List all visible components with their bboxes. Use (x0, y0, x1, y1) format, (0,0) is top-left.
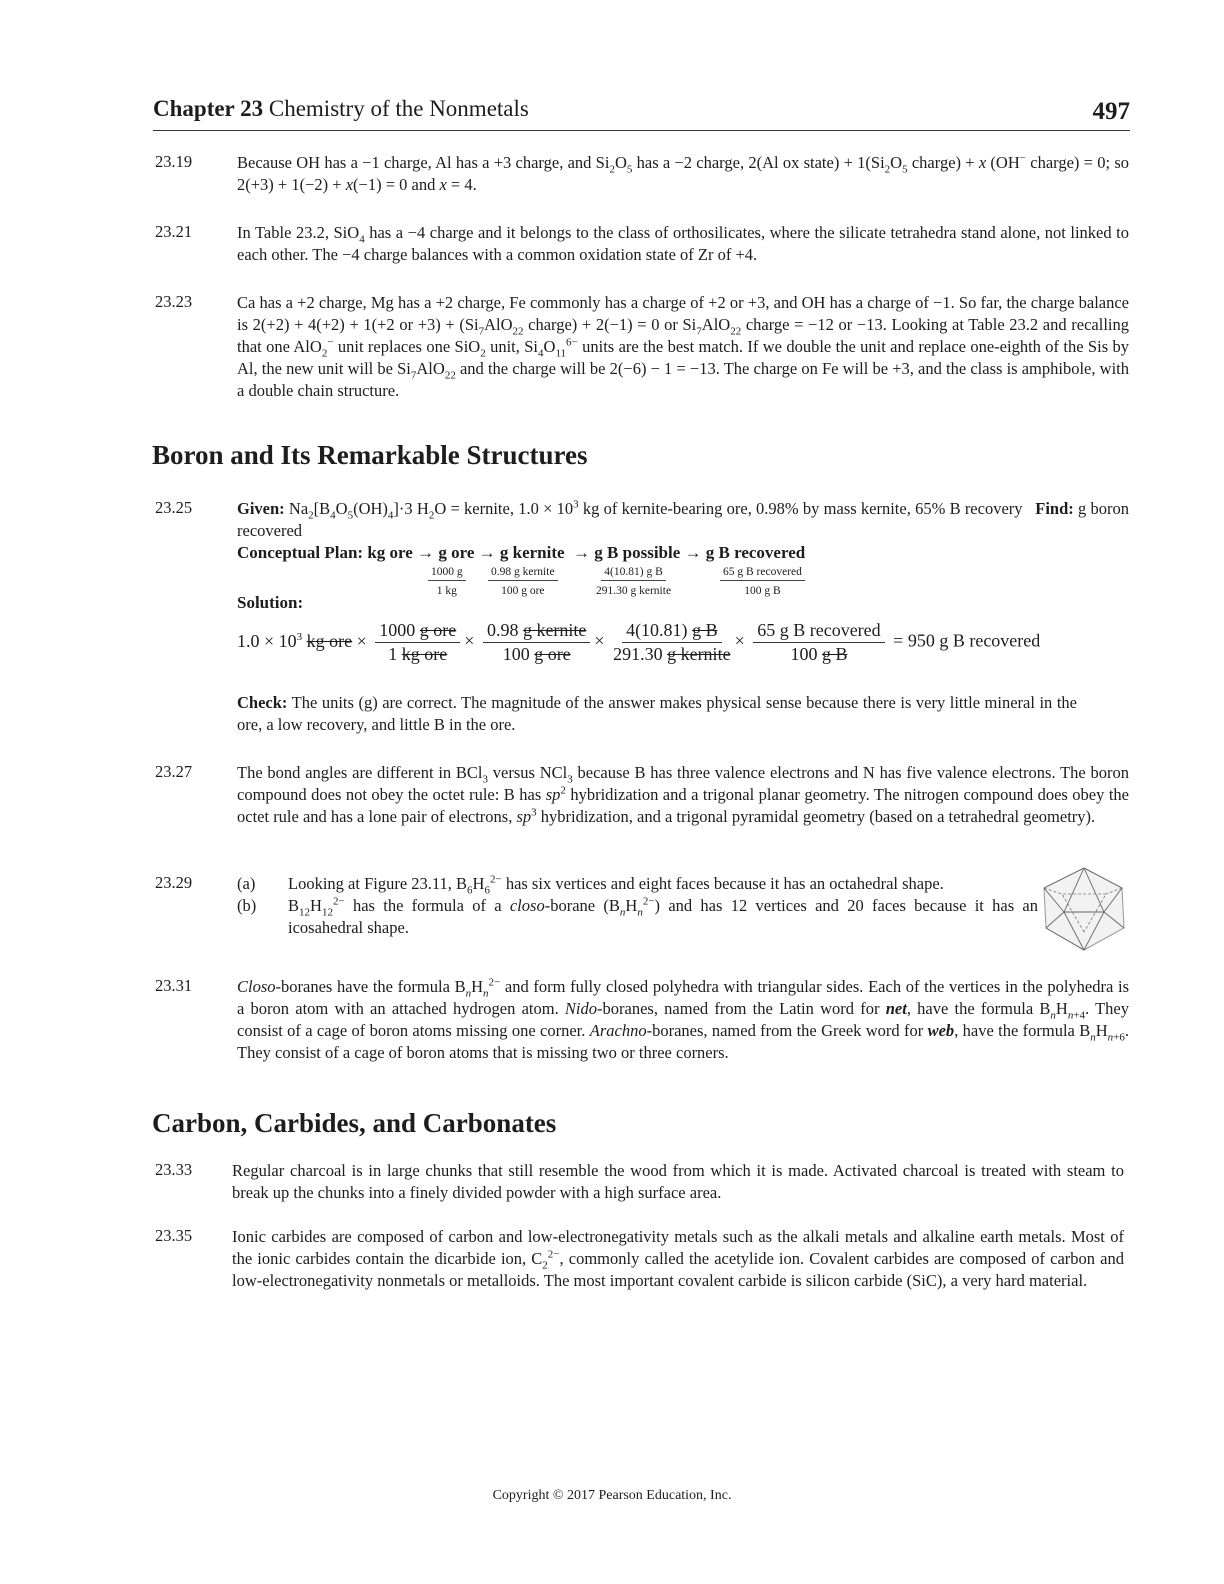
problem-text: Regular charcoal is in large chunks that still resemble the wood from which it is made. Activated charcoal is treated with steam to break up the chunks into a finely divided powder with a high surface area. (232, 1161, 1124, 1202)
page-number: 497 (1092, 98, 1130, 125)
problem-number: 23.25 (155, 498, 193, 517)
problem-number: 23.29 (155, 873, 193, 892)
problem-text: Ca has a +2 charge, Mg has a +2 charge, Fe commonly has a charge of +2 or +3, and OH has a charge of −1. So far, the charge balance is 2(+2) + 4(+2) + 1(+2 or $+3) + (Si_7AlO_{22}$ charge) + 2(−1) = 0 or $Si_7AlO_{22}$ charge = −12 or −13. Looking at Table 23.2 and recalling that one AlO$_2$− unit replaces one SiO$_2$ unit, $Si_4O_{11}^{6-}$ units are the best match. If we double the unit and replace one-eighth of the Sis by Al, the new unit will be $Si_7AlO_{22}$ and the charge will be 2(−6) − 1 = −13. The charge on Fe will be +3, and the class is amphibole, with a double chain structure. (237, 293, 1129, 400)
problem-text: Because OH has a −1 charge, Al has a +3 charge, and $Si_2O_5$ has a −2 charge, 2(Al ox state) + $1(Si_2O_5$ charge) + x (OH− charge) = 0; so 2(+3) + 1(−2) + x(−1) = 0 and x = 4. (237, 152, 1129, 194)
eq-factor: 0.98 g kernite 100 g ore (483, 620, 590, 665)
section-heading: Carbon, Carbides, and Carbonates (152, 1108, 557, 1138)
eq-factor: 4(10.81) g B 291.30 g kernite (613, 620, 731, 664)
problem-number: 23.27 (155, 762, 193, 781)
problem-text: In Table 23.2, SiO$_4$ has a −4 charge and it belongs to the class of orthosilicates, where the silicate tetrahedra stand alone, not linked to each other. The −4 charge balances with a common oxidation state of Zr of +4. (237, 223, 1130, 264)
eq-factor: 65 g B recovered 100 g B (753, 620, 884, 665)
plan-factor: 65 g B recovered 100 g B (720, 566, 805, 597)
plan-factor: $\frac{1000 g}{1 kg}$ (428, 566, 466, 597)
problem-number: 23.33 (155, 1160, 193, 1179)
problem-text: The bond angles are different in BCl$_3$ versus NCl$_3$ because B has three valence electrons and N has five valence electrons. The boron compound does not obey the octet rule: B has $sp^2$ hybridization and a trigonal planar geometry. The nitrogen compound does obey the octet rule and has a lone pair of electrons, $sp^3$ hybridization, and a trigonal pyramidal geometry (based on a tetrahedral geometry). (237, 763, 1129, 826)
section-heading: Boron and Its Remarkable Structures (152, 440, 588, 470)
chapter-name: Chemistry of the Nonmetals (263, 96, 529, 121)
eq-factor: 1000 g ore 1 kg ore (375, 620, 460, 665)
problem-number: 23.35 (155, 1226, 193, 1245)
chapter-title (153, 96, 529, 122)
problem-number: 23.31 (155, 976, 193, 995)
problem-number: 23.23 (155, 292, 193, 311)
icosahedron-figure (1040, 866, 1128, 952)
part-a-text: Looking at Figure 23.11, $B_6H_6^{2-}$ has six vertices and eight faces because it has an octahedral shape. (288, 873, 944, 897)
conceptual-plan: Conceptual Plan: kg ore → g ore → g kernite → g B possible → g B recovered (237, 543, 806, 562)
problem-number: 23.19 (155, 152, 193, 171)
eq-start: $1.0 \times 10^3$ kg ore × (237, 630, 367, 651)
solution-label: Solution: (237, 593, 304, 612)
plan-factor: 0.98 g kernite 100 g ore (488, 566, 558, 597)
eq-result: = 950 g B recovered (893, 630, 1041, 651)
chapter-label: Chapter 23 (153, 96, 264, 121)
copyright-footer: Copyright © 2017 Pearson Education, Inc. (492, 1488, 732, 1503)
solution-equation: $1.0 \times 10^3$ kg ore × 1000 g ore 1 kg ore × 0.98 g kernite 100 g ore × 4(10.81) g B 291.30 g kernite × 65 g B recovered 100 g B = 950 g B recovered (237, 620, 1041, 664)
problem-number: 23.21 (155, 222, 193, 241)
problem-text: Given: $Na_2[B_4O_5(OH)_4]\cdot 3$ $H_2O$ = kernite, $1.0 \times 10^3$ kg of kernite-bearing ore, 0.98% by mass kernite, 65% B recovery Find: g boron recovered (237, 498, 1130, 540)
part-b-text: $B_{12}H_{12}^{2-}$ has the formula of a closo-borane $(B_nH_n^{2-})$ and has 12 vertices and 20 faces because it has an icosahedral shape. (288, 895, 1039, 937)
problem-text: Closo-boranes have the formula $B_nH_n^{2-}$ and form fully closed polyhedra with triangular sides. Each of the vertices in the polyhedra is a boron atom with an attached hydrogen atom. Nido-boranes, named from the Latin word for net, have the formula $B_nH_{n+4}$. They consist of a cage of boron atoms missing one corner. Arachno-boranes, named from the Greek word for web, have the formula $B_nH_{n+6}$. They consist of a cage of boron atoms that is missing two or three corners. (237, 976, 1129, 1062)
part-label: (a) (237, 874, 256, 893)
part-label: (b) (237, 896, 257, 915)
check-text: Check: The units (g) are correct. The magnitude of the answer makes physical sense because there is very little mineral in the ore, a low recovery, and little B in the ore. (237, 693, 1077, 734)
plan-factor: 4(10.81) g B 291.30 g kernite (596, 566, 672, 597)
page-header (153, 94, 1130, 131)
problem-text: Ionic carbides are composed of carbon and low-electronegativity metals such as the alkali metals and alkaline earth metals. Most of the ionic carbides contain the dicarbide ion, $C_2^{2-}$, commonly called the acetylide ion. Covalent carbides are composed of carbon and low-electronegativity nonmetals or metalloids. The most important covalent carbide is silicon carbide (SiC), a very hard material. (232, 1227, 1124, 1290)
